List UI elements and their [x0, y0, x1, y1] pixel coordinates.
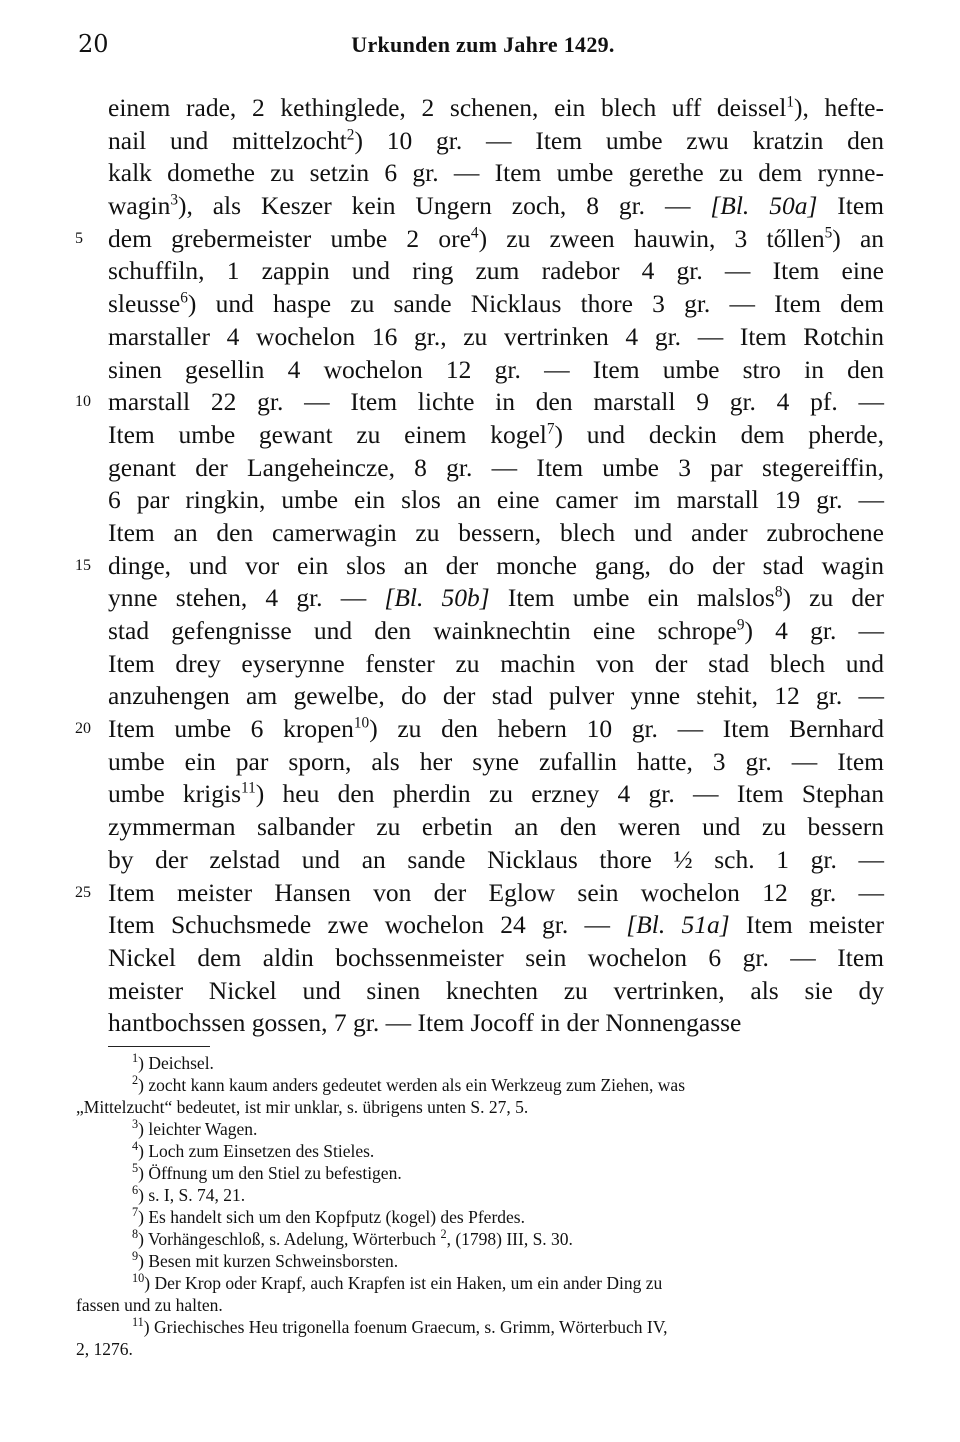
text-line: genant der Langeheincze, 8 gr. — Item umbe 3 par stegereiffin, — [108, 452, 884, 482]
footnote: $^4$) Loch zum Einsetzen des Stieles. — [132, 1139, 375, 1161]
line-number: 20 — [75, 720, 91, 738]
footnote: $^3$) leichter Wagen. — [132, 1117, 258, 1139]
footnote: $^7$) Es handelt sich um den Kopfputz (kogel) des Pferdes. — [132, 1205, 525, 1227]
text-line: kalk domethe zu setzin 6 gr. — Item umbe gerethe zu dem rynne- — [108, 158, 884, 188]
footnote: $^6$) s. I, S. 74, 21. — [132, 1183, 246, 1205]
text-line: meister Nickel und sinen knechten zu vertrinken, als sie dy — [108, 975, 884, 1005]
body-text — [75, 92, 885, 1040]
line-number: 15 — [75, 556, 91, 574]
text-line: umbe ein par sporn, als her syne zufallin hatte, 3 gr. — Item — [108, 746, 884, 776]
footnote: $^{11}$) Griechisches Heu trigonella foenum Graecum, s. Grimm, Wörterbuch IV, — [132, 1315, 668, 1337]
text-line: ynne stehen, 4 gr. — [Bl. 50b] Item umbe ein malslos$^8$) zu der — [108, 583, 884, 613]
text-line: umbe krigis$^{11}$) heu den pherdin zu erzney 4 gr. — Item Stephan — [108, 779, 884, 809]
footnote: $^2$) zocht kann kaum anders gedeutet werden als ein Werkzeug zum Ziehen, was — [132, 1073, 685, 1095]
footnote: $^5$) Öffnung um den Stiel zu befestigen. — [132, 1161, 402, 1183]
footnote: 2, 1276. — [76, 1339, 133, 1359]
line-number: 25 — [75, 883, 91, 901]
line-number: 10 — [75, 393, 91, 411]
text-line: marstaller 4 wochelon 16 gr., zu vertrinken 4 gr. — Item Rotchin — [108, 321, 884, 351]
page-number: 20 — [78, 30, 109, 58]
text-line: schuffiln, 1 zappin und ring zum radebor 4 gr. — Item eine — [108, 256, 884, 286]
text-line: Item meister Hansen von der Eglow sein wochelon 12 gr. — 25 — [108, 877, 884, 910]
text-line: 6 par ringkin, umbe ein slos an eine camer im marstall 19 gr. — — [108, 485, 884, 515]
text-line: stad gefengnisse und den wainknechtin eine schrope$^9$) 4 gr. — — [108, 616, 885, 645]
text-line: dem grebermeister umbe 2 ore$^4$) zu zween hauwin, 3 tőllen$^5$) an 5 — [108, 223, 884, 256]
footnote: fassen und zu halten. — [76, 1295, 223, 1315]
text-line: Item drey eyserynne fenster zu machin von der stad blech und — [108, 648, 884, 678]
text-line: zymmerman salbander zu erbetin an den weren und zu bessern — [108, 812, 884, 842]
footnote: $^{10}$) Der Krop oder Krapf, auch Krapfen ist ein Haken, um ein ander Ding zu — [132, 1271, 663, 1293]
footnotes — [76, 1052, 886, 1360]
text-line: wagin$^3$), als Keszer kein Ungern zoch, 8 gr. — [Bl. 50a] Item — [108, 191, 884, 221]
running-title: Urkunden zum Jahre 1429. — [351, 32, 615, 57]
text-line: Item an den camerwagin zu bessern, blech und ander zubrochene — [108, 517, 884, 547]
text-line: Item Schuchsmede zwe wochelon 24 gr. — [Bl. 51a] Item meister — [108, 910, 884, 940]
text-line: dinge, und vor ein slos an der monche gang, do der stad wagin 15 — [108, 550, 884, 583]
running-head — [78, 30, 888, 60]
text-line: Nickel dem aldin bochssenmeister sein wochelon 6 gr. — Item — [108, 942, 884, 972]
line-number: 5 — [75, 229, 83, 247]
text-line: einem rade, 2 kethinglede, 2 schenen, ein blech uff deissel$^1$), hefte- — [108, 93, 884, 122]
text-line: anzuhengen am gewelbe, do der stad pulver ynne stehit, 12 gr. — — [108, 681, 884, 711]
text-line: sleusse$^6$) und haspe zu sande Nicklaus thore 3 gr. — Item dem — [108, 289, 884, 319]
text-line: by der zelstad und an sande Nicklaus thore ½ sch. 1 gr. — — [108, 844, 884, 874]
text-line: Item umbe 6 kropen$^{10}$) zu den hebern 10 gr. — Item Bernhard 20 — [108, 713, 884, 746]
text-line: Item umbe gewant zu einem kogel$^7$) und deckin dem pherde, — [108, 419, 884, 449]
footnote: $^8$) Vorhängeschloß, s. Adelung, Wörterbuch $^2$, (1798) III, S. 30. — [132, 1227, 573, 1249]
footnote: $^1$) Deichsel. — [132, 1051, 214, 1073]
text-line: nail und mittelzocht$^2$) 10 gr. — Item umbe zwu kratzin den — [108, 125, 884, 155]
footnote: „Mittelzucht“ bedeutet, ist mir unklar, s. übrigens unten S. 27, 5. — [76, 1097, 529, 1117]
footnote-rule — [108, 1046, 210, 1047]
footnote: $^9$) Besen mit kurzen Schweinsborsten. — [132, 1249, 399, 1271]
text-line: marstall 22 gr. — Item lichte in den marstall 9 gr. 4 pf. — 10 — [108, 386, 884, 419]
text-line: hantbochssen gossen, 7 gr. — Item Jocoff in der Nonnengasse — [108, 1008, 742, 1038]
text-line: sinen gesellin 4 wochelon 12 gr. — Item umbe stro in den — [108, 354, 884, 384]
